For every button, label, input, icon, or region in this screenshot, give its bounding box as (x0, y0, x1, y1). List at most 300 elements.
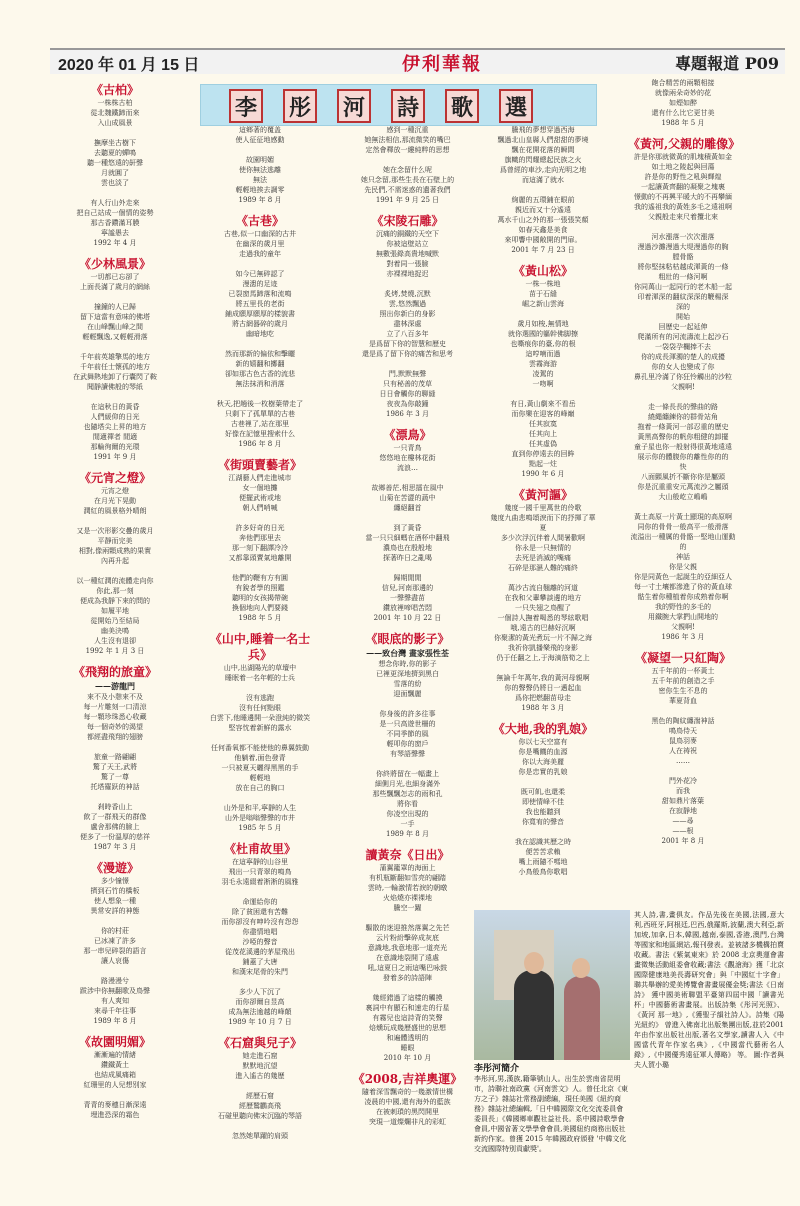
poem-line: 秋天,把趟後一枚樹葉帶走了 (216, 400, 304, 408)
poem-line: 有霧兒也這詩背的笑聲 (372, 1014, 443, 1022)
poem-line: 我在認識其歷之時 (515, 838, 571, 846)
poem-line: 經歷石窟 (246, 1092, 274, 1100)
poem-line: 那一刻下翻譯冷冷 (232, 544, 288, 552)
poem-line (350, 759, 465, 769)
poem-line: 朝人們哨喊 (242, 504, 278, 512)
poem-title: 《黃山松》 (512, 264, 573, 278)
poem-line: 你永是一只無情的 (515, 544, 571, 552)
poem-line: 使你無法逃離 (239, 166, 281, 174)
poem-title: 《黃河,父親的雕像》 (628, 137, 741, 151)
poem-line: 無法抹消和消落 (235, 380, 285, 388)
poem-line: 深的 (676, 303, 690, 311)
poem-title: 《漫遊》 (90, 861, 139, 875)
poem-line: 膛骨骼 (672, 253, 694, 261)
poem-line: 意識地,我意地那一道亮光 (367, 944, 448, 952)
poem-line: 堅容忱着新鮮的露水 (228, 724, 292, 732)
poem-line: 旅童一路翩翩 (94, 753, 136, 761)
poem-date: 1991 年 9 月 25 日 (375, 196, 440, 204)
poem-line (350, 359, 465, 369)
poem-line: 一只被夏天曬得黑黑的手 (221, 764, 299, 772)
poem-line: 輕輕地 (249, 774, 271, 782)
poem-line: 跋涉中你無翻歌及鳥聲 (80, 987, 150, 995)
poem-line (205, 977, 315, 987)
poem-line: 的 (679, 543, 687, 551)
poem-line: 漫漶的足迹 (242, 280, 278, 288)
banner-char: 彤 (283, 89, 317, 123)
poem-line: 古巷裡了,站在那里 (230, 420, 290, 428)
poem-line: 我的遙祖我的黃姓多毛之遠祖啊 (634, 203, 732, 211)
poem-line: 你聚潔的黃光煮玩一片不歸之海 (494, 634, 592, 642)
bio-continued: 其人詩,書,畫俱友。作品先後在美國,法國,意大利,西班牙,阿根廷,巴西,俄羅斯,波蘭,澳大利亞,新加坡,加拿,日本,韓國,越南,泰國,香港,澳門,台灣等國家和地區網站,報刊發表。並被諸多機構拍賣收藏。書法《紫氣東來》於 2008 北京奧運會書畫徵集活動組委會收藏;書法《觀滄海》獲「北京國際健康地美長壽研究會」與「中國紅十字會」 聯共舉辦的愛美博覽會書畫展優金獎;書法《日南詩》 獲中國美術聯盟平臺第四屆中國「讀書光杯」中國藝術書畫展。出版詩集《彤河光照》、《黃河 那一地》,《獲聖子韻社詩人》。詩集《陽光紐約》 曾進入佛南北出版集團出版,並於2001 年由作家出版社出版,著名文學家,讀書人入《中國當代青年作家名典》,《中國當代藝術名人錄》,《中國優秀遠征軍人傳略》 等。 圖:作者與夫人賀小璐 (634, 911, 784, 1069)
poem-line: 撫摩坐古樹下 (94, 139, 136, 147)
poem-line (205, 563, 315, 573)
poem-line: 山菊在苦澀的蔬中 (379, 494, 436, 502)
poem-line: 父親啊! (671, 383, 695, 391)
poem-line: 山中,出湖陽光的草壇中 (223, 664, 297, 672)
poem-line: 夜夜為你敲鐘 (386, 400, 429, 408)
poem-line: 濃鳥也在殷般地 (383, 544, 432, 552)
poem-line: 驚了一尊 (101, 773, 129, 781)
poem-line: 你是忠實的乳娘 (518, 768, 568, 776)
poem-line: 鑽鐵黃土 (101, 1061, 129, 1069)
poem-line: 裏詞中有顯石和速走的行星 (365, 1004, 450, 1012)
poem-line: 無法 (253, 176, 267, 184)
title-banner (200, 84, 597, 126)
poem-line: 和遍體透明的 (386, 1034, 429, 1042)
poem-line (205, 733, 315, 743)
poem-line (488, 663, 598, 673)
poem-line: 然而那新的偏依和擊曬 (225, 350, 295, 358)
poem-line: 流溢出一種厲的骨骼一堅地山運動 (630, 533, 736, 541)
poem-line (350, 155, 465, 165)
poem-line: 內再升起 (101, 557, 129, 565)
poem-date: 1986 年 3 月 (386, 410, 429, 418)
poem-line: 任其向上 (529, 430, 557, 438)
poem-line: 這哼喃而過 (525, 350, 561, 358)
poem-line: 命運給你的 (242, 898, 278, 906)
poem-line: 黑色的陶紋纏湍神話 (651, 717, 715, 725)
poem-line: 在月光下晃動 (94, 497, 136, 505)
poem-line: 一吻啊 (532, 380, 554, 388)
poem-line: 探著昨日之亂喝 (383, 554, 432, 562)
poem-line: 江湖藝人們走進城市 (228, 474, 292, 482)
poem-line: 你寬宥的聲音 (522, 818, 564, 826)
poem-line: 火焰燒亦裸裸地 (383, 894, 432, 902)
newspaper-name: 伊利華報 (402, 54, 482, 75)
poem-line (350, 473, 465, 483)
poem-line: 漫過沙灘漫過大堤漫過你的胸 (637, 243, 729, 251)
poem-line: 幽暗地吃 (246, 330, 274, 338)
poem-line: 你是同黃色一起誕生的亞細亞人 (634, 573, 732, 581)
poem-line: 將你看 (397, 800, 418, 808)
man-figure (514, 970, 554, 1060)
poem-line: 異常安詳的神態 (90, 907, 140, 915)
poem-line: 你是父親 (669, 563, 697, 571)
poem-line (205, 513, 315, 523)
poem-column (488, 125, 598, 877)
poem-line: 苗于石縫 (529, 290, 557, 298)
poem-line: 你盡情地唱 (242, 928, 278, 936)
poem-line: 平靜而完美 (97, 537, 133, 545)
poem-line: 華夏背血 (669, 697, 697, 705)
poem-line (488, 389, 598, 399)
poem-line: 他躺着,面色發青 (234, 754, 286, 762)
poem-line: 旗幟的閃耀總起民族之火 (504, 156, 582, 164)
poem-line: 快 (679, 463, 687, 471)
poem-line: 一聲聲盡苗 (390, 594, 425, 602)
poem-line: 如履平地 (101, 607, 129, 615)
poem-line: 無數張錄高貴地喊默 (376, 250, 439, 258)
banner-char: 選 (499, 89, 533, 123)
poem-line: 哦,遠古的巴赫好沉啊 (510, 624, 576, 632)
poem-line: 鳴鳥侍天 (669, 727, 697, 735)
banner-char: 歌 (445, 89, 479, 123)
poem-line: 只有秘善的茂草 (383, 380, 432, 388)
poem-line: 石碰里聽向佛宋沉臨的琴語 (218, 1112, 302, 1120)
poem-line: 雲時,一輪激情若淚的朝暾 (367, 884, 448, 892)
poem-line: 你的女人也變成了你 (651, 363, 715, 371)
section-page: 專題報道 P09 (675, 54, 779, 73)
poem-line: 在幽深的歲月里 (235, 240, 285, 248)
poem-line: 每一個奇妙的渴望 (87, 723, 143, 731)
poem-line: 便多了一份溫厚的慈祥 (80, 833, 150, 841)
poem-line: 便成為我靜下來的問的 (80, 597, 150, 605)
poem-line: 將古網器碎的歲月 (232, 320, 288, 328)
poem-line: 歲月如梭,無情地 (517, 320, 569, 328)
poem-line (205, 793, 315, 803)
poem-line: 嘴上雨隨不嗎地 (518, 858, 568, 866)
poem-date: 1987 年 3 月 (93, 843, 137, 851)
poem-column (60, 78, 170, 1120)
poem-line: 月就圓了 (101, 169, 129, 177)
poem-line: 粗壯的一條河啊 (658, 273, 708, 281)
poem-line: 你凌空出現的 (386, 810, 429, 818)
poem-line: 五千年前的創造之手 (651, 677, 715, 685)
poem-line: 迎面飄麗 (393, 690, 422, 698)
poem-line: 除了貧困還有苦難 (232, 908, 288, 916)
poem-line: 回歷史一起延伸 (658, 323, 708, 331)
poem-line: 漸漸遍的情緒 (94, 1051, 136, 1059)
poem-line (60, 128, 170, 138)
poem-line: 如今已無碎認了 (235, 270, 285, 278)
poem-line: 每一片雕刻一口清涼 (83, 703, 147, 711)
woman-figure (564, 976, 600, 1060)
poem-title: 《黃河謳》 (512, 488, 573, 502)
poem-date: 1989 年 8 月 (386, 830, 429, 838)
poem-date: 1986 年 3 月 (661, 633, 705, 641)
poem-line: 經歷鷲鸝高飛 (239, 1102, 281, 1110)
poem-line: 輕輕地挨去調零 (235, 186, 285, 194)
poem-line (628, 766, 738, 776)
poem-line: 白雲下,他睡邊開一朵澄純的微笑 (209, 714, 311, 722)
poem-line (60, 392, 170, 402)
poem-line: 仍于任翻之上,于海滴筋筍之上 (496, 654, 590, 662)
poem-line: 以一種紅潤的流體走向你 (76, 577, 154, 585)
poem-title: 《少林風景》 (78, 257, 151, 271)
poem-line: 她只念留,那些生長在石壁上的 (360, 176, 455, 184)
poem-line: 而你樂在迎客的峰巔 (511, 410, 575, 418)
poem-line: 盧舍那佛的臉上 (90, 823, 140, 831)
poem-title: 《飛翔的旅童》 (72, 665, 157, 679)
poem-line: 立了八百多年 (386, 330, 429, 338)
poem-line: 相對,像兩顆成熟的果實 (78, 547, 152, 555)
poem-line (60, 966, 170, 976)
banner-char: 詩 (391, 89, 425, 123)
poem-line (350, 699, 465, 709)
poem-line: 許是你的野性之吼與輝煌 (644, 173, 722, 181)
woman-head (572, 958, 590, 978)
poem-line: 我的野性的多毛的 (655, 603, 711, 611)
poem-title: 《杜甫故里》 (223, 842, 296, 856)
poem-title: 《元宵之燈》 (78, 471, 151, 485)
poem-line: 蒲翼籠罩的海面上 (379, 864, 436, 872)
poem-line: 歸期閒閒 (393, 574, 422, 582)
poem-line: 聞靜讀佛般的琴紙 (87, 383, 143, 391)
poem-line: 驅散的迷迎推然落翼之先芒 (365, 924, 450, 932)
bio-caption: 李彤河簡介 (474, 1064, 520, 1074)
poem-line (60, 742, 170, 752)
poem-line: 在我和父輩攀談邊的地方 (504, 594, 582, 602)
poem-line: 將五里長的老街 (235, 300, 285, 308)
poem-line: 如春天鑫是美食 (518, 226, 568, 234)
poem-line: 讓人哀傷 (101, 957, 129, 965)
poem-line: 大山般屹立嶋嶋 (658, 493, 708, 501)
poem-line: 那些飄飄怎志的雨和孔 (372, 790, 443, 798)
poem-line: 來叩響中國敞開的門扉。 (504, 236, 582, 244)
poem-line: 山外是和平,寧靜的人生 (223, 804, 297, 812)
poem-line: 而你卻爾自昱高 (235, 998, 285, 1006)
poem-line: 不同季節的風 (386, 730, 429, 738)
bio-text: 李彤河,男,漢族,籍筆號山人。出生於雲南省昆明市，詩聯社南政黨《河南雲文》人。曾任北京《東方之子》雜誌社常務副總編，現任美國《紐約商務》雜誌社總編輯,「日中韓國際文化交流委員會委員長」《韓國鄉車觀社益社長。系中國詩歌學會會員,中國省著文學學會會員,美國紐約商務出版社 新約作家。曾獲 2015 年韓國政府頒發 '中韓文化交流國際特別貢獻獎'。 (474, 1075, 628, 1153)
poem-line: 爬滿所有的河流濤流上起沙石 (637, 333, 729, 341)
poem-line: 鼻孔里冷滿了你狂怜觸出的沙粒 (634, 373, 732, 381)
poem-line: 任其虛偽 (529, 440, 557, 448)
poem-line: 使人想象一種 (94, 897, 136, 905)
poem-line: 去死是消滅的嘴痛 (515, 554, 571, 562)
poem-line (628, 392, 738, 402)
poem-line: 流浪… (397, 464, 418, 472)
poem-line: 黃黑高聲你的帆你粗健的卸擺 (637, 433, 729, 441)
poem-line: 而我 (676, 787, 690, 795)
poem-title: 《大地,我的乳娘》 (492, 722, 594, 736)
poem-line: 幾度九曲悲鳴頌淚而下的抒揮了華夏 (490, 514, 596, 532)
poem-line: 山外是嗡嗡聲聲的市井 (225, 814, 295, 822)
poem-line: 幾度一國千里萬世的伶歌 (504, 504, 582, 512)
poem-title: 《故園明媚》 (78, 1035, 151, 1049)
poem-line (350, 513, 465, 523)
poem-line: 想念你時,你的影子 (378, 660, 437, 668)
poem-line: 一只青鳥 (393, 444, 422, 452)
poem-title: 《古柏》 (90, 83, 139, 97)
poem-line: 任何番氧都不能使他的鼻翼鼓動 (211, 744, 309, 752)
poem-line: 睡眼 (400, 1044, 415, 1052)
poem-line: 紅珊里的人兒想別家 (83, 1081, 147, 1089)
poem-line: 你的村莊 (101, 927, 129, 935)
poem-title: 《宋陵石雕》 (371, 214, 444, 228)
poem-line: 那輪徇爾的光環 (90, 443, 140, 451)
poem-line: 甜如鼎片落葉 (662, 797, 704, 805)
poem-line: 放在自己的胸口 (235, 784, 285, 792)
poem-line: 好像在記憶里搜索什么 (225, 430, 295, 438)
poem-line (60, 1090, 170, 1100)
poem-line: ——尋 (672, 817, 694, 825)
poem-date: 1989 年 8 月 (238, 196, 282, 204)
poem-line: 纏絕翻首 (393, 504, 422, 512)
poem-line: 卻如那古色古香的流悲 (225, 370, 295, 378)
poem-line (628, 222, 738, 232)
poem-line: 幽美決鳴 (101, 627, 129, 635)
poem-line: 擠到石竹的橋板 (90, 887, 140, 895)
poem-line: 輕叩你的窗戶 (386, 740, 429, 748)
poem-line: 睡眠着一名年輕的士兵 (225, 674, 295, 682)
poem-line (350, 563, 465, 573)
poem-line: 騰空一躍 (393, 904, 422, 912)
poem-line: 她走進石窟 (242, 1052, 278, 1060)
poem-line (628, 502, 738, 512)
poem-line: 一切都已忘卻了 (90, 273, 140, 281)
poem-line: 印着渾深的翻紋深深的鞭楊深 (637, 293, 729, 301)
poem-line: 一個詩人撫着喝悉的琴絃歌唱 (497, 614, 589, 622)
poem-line: 爲你把燃翻苗母走 (515, 694, 571, 702)
poem-line: 千年前任士懷孤的地方 (80, 363, 150, 371)
poem-line: 又都靠頭賣氣地離開 (228, 554, 292, 562)
poem-line: 在武舞熱地卸了行囊閃了鞍 (73, 373, 157, 381)
poem-line (60, 516, 170, 526)
poem-line: 我也能聽到 (525, 808, 561, 816)
poem-line: 在山峰飄山峰之間 (87, 323, 143, 331)
poem-line: ——根 (672, 827, 694, 835)
poem-line: 每一寸土壤都滲進了你的黃血球 (634, 583, 732, 591)
poem-line: 便擺武術或地 (239, 494, 281, 502)
poem-line: 照出你新白的身影 (379, 310, 436, 318)
poem-line: 密你生生不息的 (658, 687, 708, 695)
poem-line: 鼠鳥羽麥 (669, 737, 697, 745)
poem-line: 人生沒有退卻 (94, 637, 136, 645)
poem-line: 有日,黃山劇來不看岳 (510, 400, 576, 408)
poem-line: 便苦苦求賴 (525, 848, 561, 856)
poem-line: 有人爽知 (101, 997, 129, 1005)
poem-line: 人在祷祝 (669, 747, 697, 755)
poem-line: 你身後的許多往事 (379, 710, 436, 718)
poem-line: 爲曾經的車沙,走向光明之地 (499, 166, 587, 174)
poem-line: 也結成風痛箱 (94, 1071, 136, 1079)
poem-line: 已裂窗馬蹄落和流鳴 (228, 290, 292, 298)
poem-line: 還有什么比它更甘美 (651, 109, 715, 117)
poem-line: 每一顆珍珠悉心收藏 (83, 713, 147, 721)
poem-line: 走過我的童年 (239, 250, 281, 258)
poem-line: 和漢宋尾骨的朱門 (232, 968, 288, 976)
poem-line: 你被這壁站立 (386, 240, 429, 248)
poem-line: 他們的鞭有方有圓 (232, 574, 288, 582)
poem-line: 凌晨的中國,還有海外的藍族 (364, 1098, 451, 1106)
poem-line: 炙烤,焚燒,沉默 (384, 290, 431, 298)
poem-line: 飄過北山皇縣人們甜甜的夢境 (497, 136, 589, 144)
poem-line: 門,默默無聲 (388, 370, 427, 378)
poem-line: 將你堅抹粘枯越成渾黃的一條 (637, 263, 729, 271)
poem-line: 云片粉紛擊碎成灰底 (376, 934, 439, 942)
poem-date: 1985 年 5 月 (238, 824, 282, 832)
poem-line: 石碎是那濕人難的痛終 (508, 564, 578, 572)
poem-line: 有人行山外走來 (90, 199, 140, 207)
poem-line: 那一串兒碎裂的語言 (83, 947, 147, 955)
poem-line: 是一只高遊世柵的 (379, 720, 436, 728)
poem-line: 一株株古柏 (97, 99, 133, 107)
poem-line: 還是爲了留下你的痛苦和思考 (362, 350, 453, 358)
poem-line: 故鄉善茫,相思擂在風中 (371, 484, 444, 492)
poem-line: 從開始乃至結局 (90, 617, 140, 625)
poem-line: 在寂靜地 (669, 807, 697, 815)
poem-line: 鋪成願厚願厚的樣貌書 (225, 310, 295, 318)
poem-line: 已裡更深地擠到黑白 (376, 670, 439, 678)
poem-line: 沒有逃跑 (246, 694, 274, 702)
poem-line: 去聽夏的蟬鳴 (94, 149, 136, 157)
author-photo (474, 910, 630, 1060)
poem-line: 這鄉著的覆盖 (239, 126, 281, 134)
poem-line (60, 916, 170, 926)
poem-line: 就你選國的軀幹佛脚擦 (508, 330, 578, 338)
poem-line: 許多好奇的日光 (235, 524, 285, 532)
poem-line (488, 185, 598, 195)
man-head (524, 952, 544, 974)
poem-line: 奔他們那里去 (239, 534, 281, 542)
poem-line: 埋進恐深的霜色 (90, 1111, 140, 1119)
poem-line: 只剩下了孤單單的古巷 (225, 410, 295, 418)
poem-line: 你同萬山一起同行的老木船一起 (634, 283, 732, 291)
poem-line (205, 339, 315, 349)
poem-line: 骷生着你種植着你成熟着你啊 (637, 593, 729, 601)
poem-line: 入山成風景 (97, 119, 133, 127)
poem-line: 崛之新山雲海 (522, 300, 564, 308)
poem-line: 輕輕飄逸,又輕輕滑落 (82, 333, 148, 341)
poem-line: 進入遙古的幾歷 (235, 1072, 285, 1080)
poem-date: 1986 年 8 月 (238, 440, 282, 448)
poem-line: 親近而又十分遙遠 (515, 206, 571, 214)
poem-line: 絢麗的五環鋪在眼前 (511, 196, 575, 204)
poem-line: 默默地沉望 (242, 1062, 278, 1070)
poem-line: 而你卻沒有呻吟沒有怨怨 (221, 918, 299, 926)
poem-line (205, 1121, 315, 1131)
poem-line: 而這滿了就水 (522, 176, 564, 184)
poem-line: 故園明媚 (246, 156, 274, 164)
poem-line: 都經盡飛翔的翅膀 (87, 733, 143, 741)
poem-column (205, 125, 315, 1141)
poem-line: 撞鐘的人已歸 (94, 303, 136, 311)
poem-line: 又是一次形影交疊的歲月 (76, 527, 154, 535)
poem-line: 青青的麥穗日漸深遠 (83, 1101, 147, 1109)
poem-line: 父親般走來尺着攬北來 (648, 213, 718, 221)
poem-line: 在意識地裂開了遠處 (376, 954, 439, 962)
poem-line: 她在念留什么呢 (383, 166, 432, 174)
poem-line: 到了黃昏 (393, 524, 422, 532)
poem-date: 1989 年 10 月 7 日 (228, 1018, 292, 1026)
poem-line: 萬水千山之外的那一張張笑顏 (497, 216, 589, 224)
poem-line: 你的成長渾濁的楚人的成擾 (641, 353, 725, 361)
poem-line: 一只失翅之鳥醒了 (515, 604, 571, 612)
poem-subtitle: ——游龍門 (95, 681, 135, 691)
poem-line (488, 827, 598, 837)
poem-line: 人們緩仰的日光 (90, 413, 140, 421)
poem-line: 一手 (400, 820, 415, 828)
banner-char: 河 (337, 89, 371, 123)
poem-line: 門外花冷 (669, 777, 697, 785)
poem-line: 已冰凍了許多 (94, 937, 136, 945)
poem-line: 先民們,不需迷惑的遺著我們 (364, 186, 451, 194)
poem-line: 來不及小憩來不及 (87, 693, 143, 701)
poem-line (350, 983, 465, 993)
poem-line: 同你的骨骨一般高平一般滑落 (637, 523, 729, 531)
poem-line: 亦裸裸地捉迟 (386, 270, 429, 278)
poem-line: 既可飢,也還柔 (520, 788, 566, 796)
